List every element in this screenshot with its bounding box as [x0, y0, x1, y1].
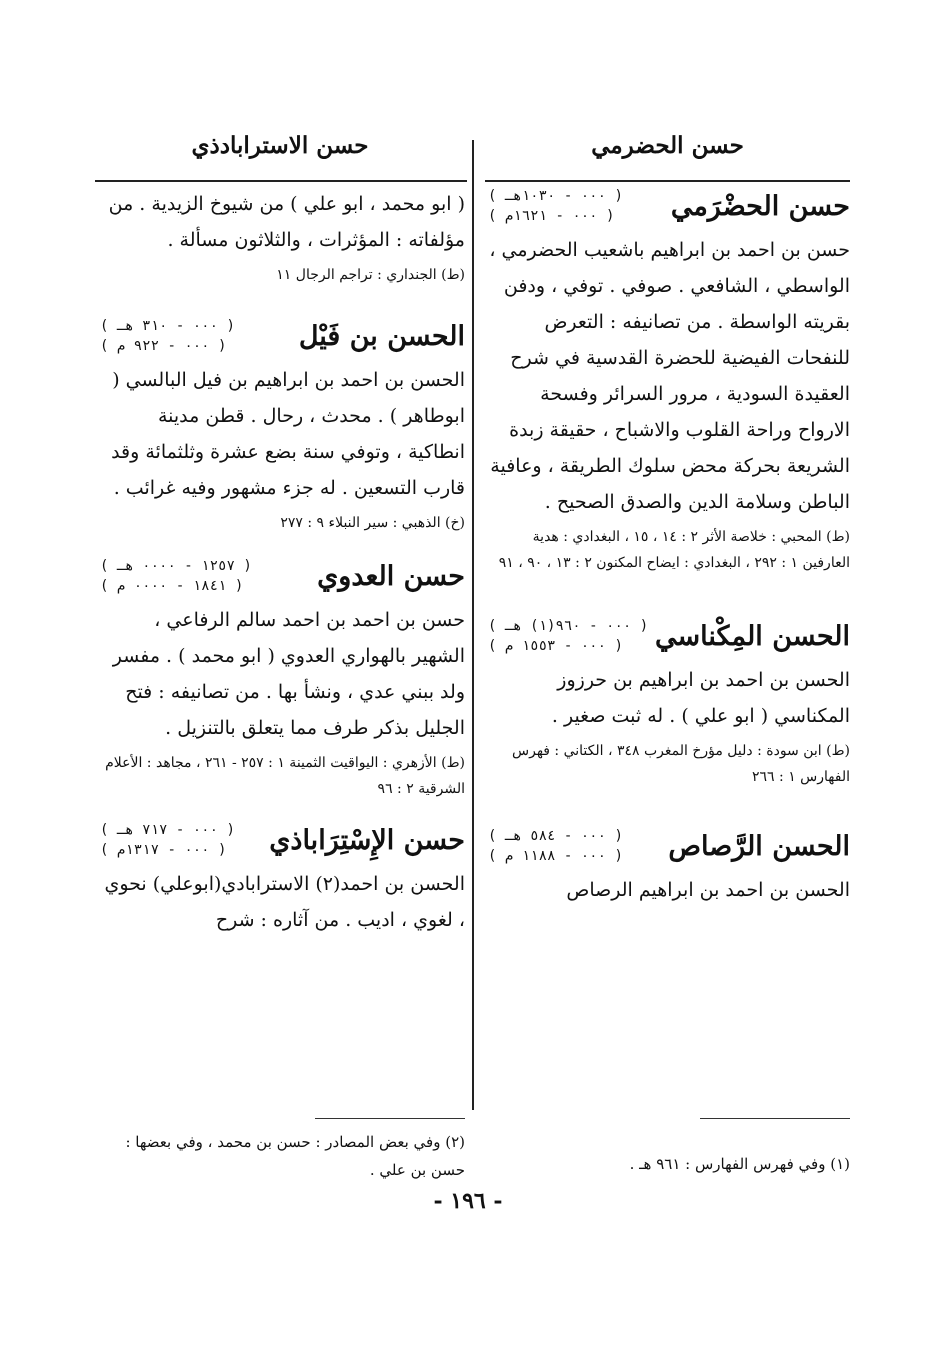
entry-name: حسن الإِسْتِرَاباذي	[269, 824, 465, 856]
entry-heading	[488, 616, 850, 656]
date-gregorian: ( ٠٠٠ - ٩٢٢ م )	[100, 338, 227, 354]
column-divider	[472, 140, 474, 1110]
date-gregorian: ( ١٨٤١ - ٠٠٠٠ م )	[100, 578, 244, 594]
date-gregorian: ( ٠٠٠ - ١١٨٨ م )	[488, 848, 623, 864]
right-running-header: حسن الحضرمي	[591, 132, 744, 159]
date-gregorian: ( ٠٠٠ - ١٣١٧م )	[100, 842, 227, 858]
entry-reference: (خ) الذهبي : سير النبلاء ٩ : ٢٧٧	[280, 515, 465, 531]
entry-heading	[100, 556, 465, 596]
entry-dates	[488, 826, 623, 866]
right-column	[488, 186, 850, 922]
entry-text: الحسن بن احمد بن ابراهيم الرصاص	[566, 879, 850, 901]
footnote-right: (١) وفي فهرس الفهارس : ٩٦١ هـ .	[629, 1155, 850, 1173]
entry-text: الحسن بن احمد بن ابراهيم بن فيل البالسي ( ابوطاهر ) . محدث ، رحال . قطن مدينة انطاكية ، وتوفي سنة بضع عشرة وثلثمائة وقد قارب التسعين . له جزء مشهور وفيه غرائب .	[111, 369, 465, 499]
entry-dates	[488, 186, 623, 226]
entry-heading	[100, 820, 465, 860]
entry-text: حسن بن احمد بن ابراهيم باشعيب الحضرمي ، الواسطي ، الشافعي . صوفي . توفي ، ودفن بقريته الواسطة . من تصانيفه : التعرض للنفحات الفيضية للحضرة القدسية في شرح العقيدة السودية ، مرور السرائر وفسحة الارواح وراحة القلوب والاشباح ، حقيقة زبدة الشريعة بحركة محض سلوك الطريقة ، وعافية الباطن وسلامة الدين والصدق الصحيح .	[489, 239, 850, 513]
entry-text: الحسن بن احمد(٢) الاسترابادي(ابوعلي) نحوي ، لغوي ، اديب . من آثاره : شرح	[104, 873, 465, 931]
entry-heading	[488, 186, 850, 226]
date-hijri: ( ٠٠٠ - ٩٦٠(١) هـ )	[488, 618, 649, 634]
date-hijri: ( ٠٠٠ - ٧١٧ هـ )	[100, 822, 235, 838]
entry-reference: (ط) الجنداري : تراجم الرجال ١١	[276, 267, 465, 283]
header-rule-left	[95, 180, 467, 182]
footnote-left: (٢) وفي بعض المصادر : حسن بن محمد ، وفي بعضها : حسن بن علي .	[125, 1133, 465, 1179]
entry-dates	[100, 316, 235, 356]
entry-reference: (ط) الأزهري : اليواقيت الثمينة ١ : ٢٥٧ - ٢٦١ ، مجاهد : الأعلام الشرقية ٢ : ٩٦	[105, 755, 465, 797]
entry-reference: (ط) المحبي : خلاصة الأثر ٢ : ١٤ ، ١٥ ، البغدادي : هدية العارفين ١ : ٢٩٢ ، البغدادي : ايضاح المكنون ٢ : ١٣ ، ٩٠ ، ٩١	[498, 529, 850, 571]
entry-text: الحسن بن احمد بن ابراهيم بن حرزوز المكناسي ( ابو علي ) . له ثبت صغير .	[551, 669, 850, 727]
entry-reference: (ط) ابن سودة : دليل مؤرخ المغرب ٣٤٨ ، الكتاني : فهرس الفهارس ١ : ٢٦٦	[512, 743, 850, 785]
entry-name: حسن العدوي	[317, 560, 465, 592]
entry-continuation	[100, 186, 465, 288]
entry-dates	[488, 616, 648, 656]
date-gregorian: ( ٠٠٠ - ١٥٥٣ م )	[488, 638, 623, 654]
left-column	[100, 186, 465, 952]
date-hijri: ( ٠٠٠ - ٥٨٤ هـ )	[488, 828, 623, 844]
date-hijri: ( ١٢٥٧ - ٠٠٠٠ هـ )	[100, 558, 252, 574]
date-gregorian: ( ٠٠٠ - ١٦٢١م )	[488, 208, 615, 224]
entry-dates	[100, 820, 235, 860]
entry-dates	[100, 556, 252, 596]
footnote-rule-left	[315, 1118, 465, 1119]
header-rule-right	[485, 180, 850, 182]
footnote-rule-right	[700, 1118, 850, 1119]
date-hijri: ( ٠٠٠ - ١٠٣٠هـ )	[488, 188, 623, 204]
entry-rassas	[488, 826, 850, 908]
entry-miknasi	[488, 616, 850, 790]
continued-text: ( ابو محمد ، ابو علي ) من شيوخ الزيدية . من مؤلفاته : المؤثرات ، والثلاثون مسألة .	[108, 193, 465, 251]
entry-name: الحسن بن فَيْل	[298, 320, 465, 352]
entry-heading	[100, 316, 465, 356]
entry-hadrami	[488, 186, 850, 576]
entry-istirabadhi	[100, 820, 465, 938]
entry-adawi	[100, 556, 465, 802]
page-number: - ١٩٦ -	[433, 1188, 503, 1214]
date-hijri: ( ٠٠٠ - ٣١٠ هـ )	[100, 318, 235, 334]
entry-name: الحسن المِكْناسي	[655, 620, 850, 652]
entry-text: حسن بن احمد بن احمد سالم الرفاعي ، الشهير بالهواري العدوي ( ابو محمد ) . مفسر ولد ببني عدي ، ونشأ بها . من تصانيفه : فتح الجليل بذكر طرف مما يتعلق بالتنزيل .	[112, 609, 465, 739]
entry-heading	[488, 826, 850, 866]
entry-ibn-fil	[100, 316, 465, 536]
left-running-header: حسن الاسترابادذي	[191, 132, 369, 159]
entry-name: الحسن الرَّصاص	[668, 830, 850, 862]
entry-name: حسن الحضْرَمي	[670, 190, 850, 222]
